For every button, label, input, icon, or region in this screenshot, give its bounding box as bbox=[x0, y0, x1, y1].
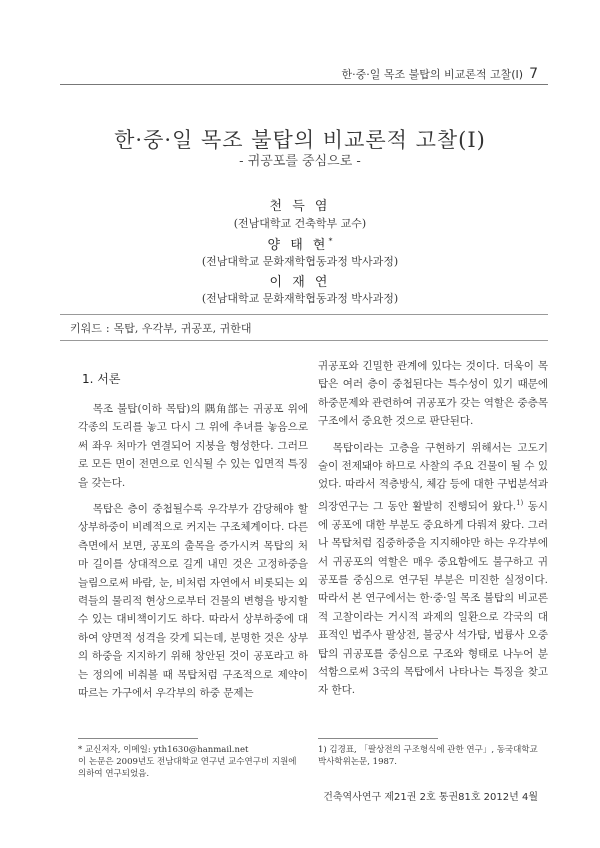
journal-footer: 건축역사연구 제21권 2호 통권81호 2012년 4월 bbox=[323, 792, 538, 803]
footnote-funding: 이 논문은 2009년도 전남대학교 연구년 교수연구비 지원에 의하여 연구되었음. bbox=[78, 757, 297, 779]
author-affiliation-2: (전남대학교 문화재학협동과정 박사과정) bbox=[201, 255, 399, 268]
paper-title: 한·중·일 목조 불탑의 비교론적 고찰(Ⅰ) bbox=[114, 128, 486, 152]
keywords-top-rule bbox=[60, 314, 548, 315]
right-footnote: 1) 김경표, 「팔상전의 구조형식에 관한 연구」, 동국대학교 박사학위논문, 1987. bbox=[318, 745, 538, 767]
right-paragraph-2: 목탑이라는 고층을 구현하기 위해서는 고도기술이 전제돼야 하므로 사찰의 주요 건물이 될 수 있었다. 따라서 적층방식, 체감 등에 대한 구법분석과 의장연구는 그 동안 활발히 진행되어 왔다.$^{1)}$ 동시에 공포에 대한 부분도 중요하게 다뤄져 왔다. 그러나 목탑처럼 집중하중을 지지해야만 하는 우각부에서 귀공포의 역할은 매우 중요함에도 불구하고 귀공포를 중심으로 연구된 부분은 미진한 실정이다. 따라서 본 연구에서는 한·중·일 목조 불탑의 비교론적 고찰이라는 거시적 과제의 일환으로 각국의 대표적인 법주사 팔상전, 불궁사 석가탑, 법륭사 오중탑의 귀공포를 중심으로 구조와 형태로 나누어 분석함으로써 3국의 목탑에서 나타나는 특징을 찾고자 한다. bbox=[318, 441, 548, 697]
running-head bbox=[342, 66, 539, 82]
right-paragraph-1: 귀공포와 긴밀한 관계에 있다는 것이다. 더욱이 목탑은 여러 층이 중첩된다는 특수성이 있기 때문에 하중문제와 관련하여 귀공포가 갖는 역할은 중층목구조에서 중요한 것으로 판단된다. bbox=[318, 360, 548, 428]
right-column bbox=[318, 357, 548, 700]
left-footnote-rule bbox=[78, 738, 198, 739]
running-head-title: 한·중·일 목조 불탑의 비교론적 고찰(Ⅰ) bbox=[341, 68, 524, 81]
left-paragraph-2: 목탑은 층이 중첩될수록 우각부가 감당해야 할 상부하중이 비례적으로 커지는 구조체계이다. 다른 측면에서 보면, 공포의 출목을 증가시켜 목탑의 처마 길이를 상대적으로 길게 내민 것은 고정하중을 늘림으로써 바람, 눈, 비처럼 자연에서 비롯되는 외력들의 물리적 현상으로부터 건물의 변형을 방지할 수 있는 대비책이기도 하다. 따라서 상부하중에 대하여 양면적 성격을 갖게 되는데, 분명한 것은 상부의 하중을 지지하기 위해 창안된 것이 공포라고 하는 정의에 비춰볼 때 목탑처럼 구조적으로 제약이 따르는 가구에서 우각부의 하중 문제는 bbox=[78, 503, 308, 700]
footnote-ref-1: 1) bbox=[516, 498, 524, 507]
author-affiliation-3: (전남대학교 문화재학협동과정 박사과정) bbox=[201, 292, 399, 305]
right-footnote-rule bbox=[318, 738, 438, 739]
author-name-3: 이 재 연 bbox=[269, 275, 331, 290]
keywords-label: 키워드 bbox=[70, 322, 102, 335]
author-affiliation-1: (전남대학교 건축학부 교수) bbox=[233, 217, 367, 230]
page-number: 7 bbox=[529, 66, 538, 82]
section-heading: 1. 서론 bbox=[82, 372, 121, 386]
footnote-corresponding: * 교신저자, 이메일: yth1630@hanmail.net bbox=[78, 745, 249, 755]
paper-subtitle: - 귀공포를 중심으로 - bbox=[239, 154, 361, 169]
keywords-list: 목탑, 우각부, 귀공포, 귀한대 bbox=[113, 322, 252, 335]
author-name-1: 천 득 염 bbox=[269, 199, 331, 214]
left-column bbox=[78, 400, 308, 703]
keywords-line: 키워드 : 목탑, 우각부, 귀공포, 귀한대 bbox=[70, 322, 252, 335]
corresponding-mark: * bbox=[328, 236, 333, 246]
left-paragraph-1: 목조 불탑(이하 목탑)의 隅角部는 귀공포 위에 각종의 도리를 놓고 다시 그 위에 추녀를 놓음으로써 좌우 처마가 연결되어 지붕을 형성한다. 그러므로 모든 면이 전면으로 인식될 수 있는 입면적 특징을 갖는다. bbox=[78, 403, 308, 489]
header-rule bbox=[60, 84, 548, 85]
keywords-bottom-rule bbox=[60, 340, 548, 341]
left-footnotes bbox=[78, 744, 303, 780]
author-name-2: 양 태 현* bbox=[267, 236, 333, 253]
